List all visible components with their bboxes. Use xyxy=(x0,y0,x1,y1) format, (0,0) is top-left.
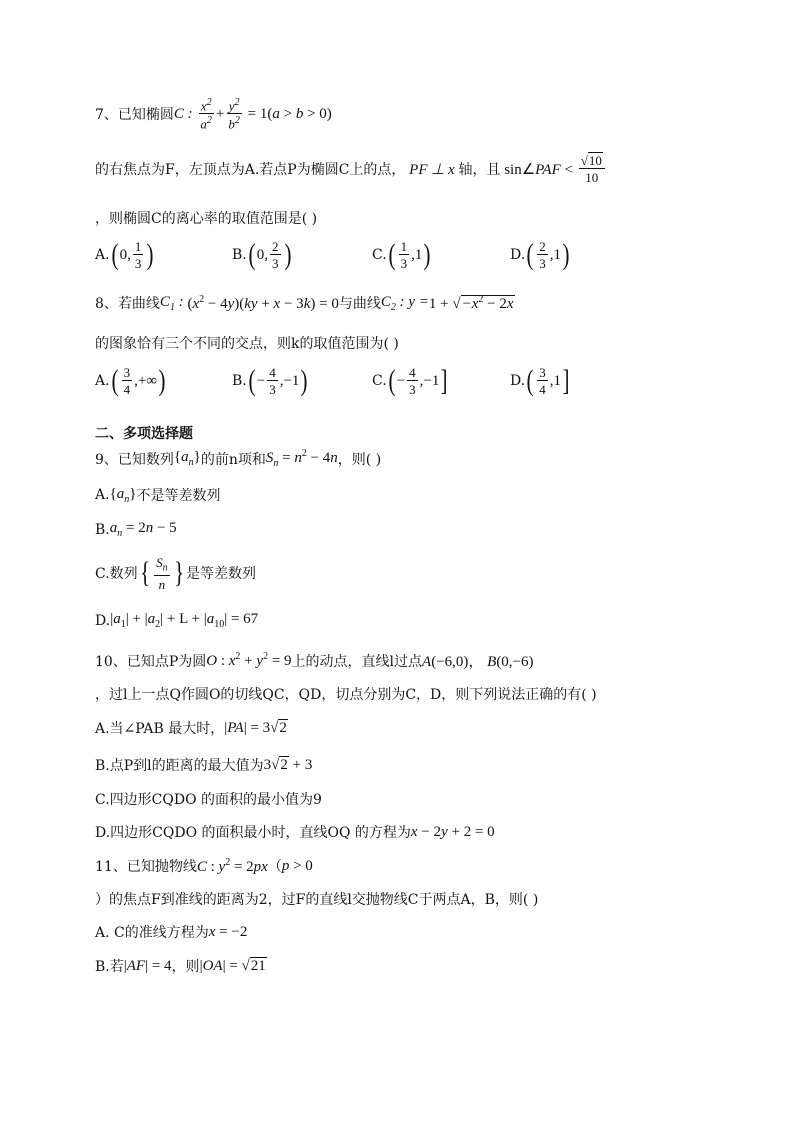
q7-stem: 7、已知椭圆 xyxy=(95,107,174,124)
q9-stem: 9、已知数列 xyxy=(95,451,174,468)
q10-option-d: D.四边形CQDO 的面积最小时，直线OQ 的方程为 x − 2y + 2 = 0 xyxy=(95,823,495,841)
q10-stem2: ，过l上一点Q作圆O的切线QC，QD，切点分别为C，D，则下列说法正确的有( ) xyxy=(95,687,597,703)
q10-option-c: C.四边形CQDO 的面积的最小值为9 xyxy=(95,792,322,808)
q7-line1: 7、已知椭圆 C : $\frac{x^2}{a^2}$ + $\frac{y^2}{b^2}$ = 1(a > b > 0) xyxy=(95,97,332,132)
q10-line2 xyxy=(95,684,597,704)
q7-ellipse-formula: C : xyxy=(173,105,197,122)
q8-option-a: A. ( $\frac{3}{4}$ ,+∞ ) xyxy=(95,364,166,397)
q9-option-a: A. $\{a_n\}$ 不是等差数列 xyxy=(95,485,221,505)
q10-stem1b: 上的动点，直线l过点 xyxy=(291,653,423,670)
q9-option-d: D. $|a_1| + |a_2| + L + |a_{10}| = 67$ xyxy=(95,611,259,630)
q8-option-c: C. ( − $\frac{4}{3}$ ,−1 ] xyxy=(372,364,448,397)
q7-frac-x: $\frac{x^2}{a^2}$ xyxy=(200,97,212,132)
q8-option-d: D. ( $\frac{3}{4}$ ,1 ] xyxy=(510,364,570,397)
q8-stem1b: 与曲线 xyxy=(338,296,381,312)
q7-line2: 的右焦点为F，左顶点为A.若点P为椭圆C上的点， PF ⊥ x 轴，且 sin∠PAF < $\frac{√10}{10}$ xyxy=(95,154,607,184)
q8-stem: 8、若曲线 xyxy=(95,296,160,312)
q9-stem-b: 的前n项和 xyxy=(200,451,266,468)
q9-stem-c: ，则( ) xyxy=(337,451,382,468)
q7-option-a: A. ( 0, $\frac{1}{3}$ ) xyxy=(95,238,154,271)
q7-option-d: D. ( $\frac{2}{3}$ ,1 ) xyxy=(510,238,570,271)
q10-option-b: B.点P到l的距离的最大值为 3√2 + 3 xyxy=(95,756,313,774)
q7-line3 xyxy=(95,208,317,228)
q11-option-b: B.若 |AF| = 4 ，则 |OA| = √21 xyxy=(95,957,266,975)
q9-option-b: B. $a_n = 2n - 5$ xyxy=(95,520,177,539)
q7-stem2: 的右焦点为F，左顶点为A.若点P为椭圆C上的点， xyxy=(95,162,406,178)
q10-option-a: A.当∠PAB 最大时， |PA| = 3√2 xyxy=(95,719,287,737)
q8-option-b: B. ( − $\frac{4}{3}$ ,−1 ) xyxy=(232,364,308,397)
section-title-multiple-choice: 二、多项选择题 xyxy=(95,426,193,442)
q7-frac-sqrt10: $\frac{√10}{10}$ xyxy=(579,154,605,184)
q7-frac-y: $\frac{y^2}{b^2}$ xyxy=(228,97,240,132)
q10-stem: 10、已知点P为圆 xyxy=(95,653,207,670)
q8-line2 xyxy=(95,333,399,353)
q11-stem2: ）的焦点F到准线的距离为2，过F的直线l交抛物线C于两点A，B，则( ) xyxy=(95,892,539,908)
q8-stem2: 的图象恰有三个不同的交点，则k的取值范围为( ) xyxy=(95,336,399,352)
q11-line2 xyxy=(95,889,538,909)
q10-line1: 10、已知点P为圆 O : $x^2 + y^2 = 9$ 上的动点，直线l过点 A(−6,0)， B(0,−6) xyxy=(95,651,534,670)
q11-option-a: A. C的准线方程为 x = −2 xyxy=(95,923,248,941)
q7-option-c: C. ( $\frac{1}{3}$ ,1 ) xyxy=(372,238,431,271)
q11-line1: 11、已知抛物线 C : $y^2 = 2px$ （ p > 0 xyxy=(95,856,313,875)
q7-stem2b: 轴，且 xyxy=(458,162,501,178)
q9-option-c: C.数列 { $\frac{S_n}{n}$ } 是等差数列 xyxy=(95,555,256,592)
q11-stem: 11、已知抛物线 xyxy=(95,859,197,875)
q7-option-b: B. ( 0, $\frac{2}{3}$ ) xyxy=(232,238,291,271)
q9-line1: 9、已知数列 $\{a_n\}$ 的前n项和 $S_n = n^2 - 4n$ ，则( ) xyxy=(95,448,382,469)
q8-line1: 8、若曲线 $C_1$ : $(x^2 - 4y)(ky + x - 3k) = 0$ 与曲线 $C_2$ : y = $1 + √-x^2 - 2x$ xyxy=(95,293,514,313)
q7-stem3: ，则椭圆C的离心率的取值范围是( ) xyxy=(95,211,318,227)
